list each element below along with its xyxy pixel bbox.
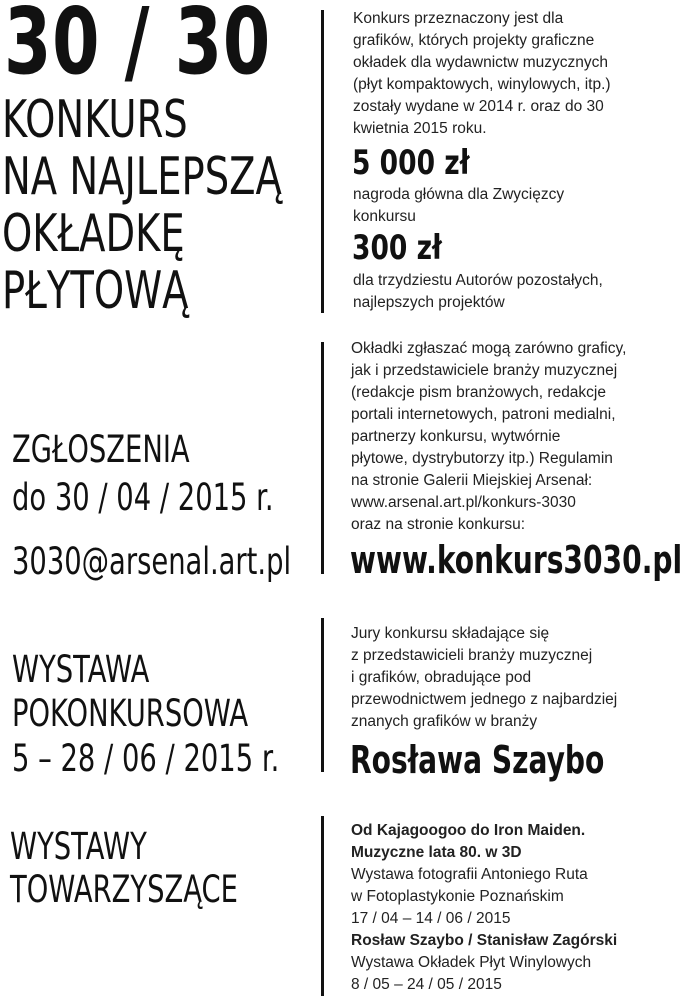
divider-1 (321, 10, 324, 313)
prize-main-amount: 5 000 zł (352, 143, 470, 183)
exhibition-text (351, 623, 685, 733)
event1-title-line: Muzyczne lata 80. w 3D (351, 844, 522, 861)
event1-dates: 17 / 04 – 14 / 06 / 2015 (351, 910, 511, 927)
title-line-4: PŁYTOWĄ (2, 261, 189, 321)
page-title-number: 30 / 30 (4, 0, 271, 95)
jury-chair-name: Rosława Szaybo (350, 738, 605, 782)
submissions-line: Okładki zgłaszać mogą zarówno graficy, (351, 340, 627, 357)
event1-desc-line: w Fotoplastykonie Poznańskim (351, 888, 564, 905)
submissions-line: portali internetowych, patroni medialni, (351, 406, 616, 423)
event1-title-line: Od Kajagoogoo do Iron Maiden. (351, 822, 586, 839)
submissions-line: partnerzy konkursu, wytwórnie (351, 428, 561, 445)
intro-line: okładek dla wydawnictw muzycznych (353, 54, 608, 71)
submissions-line: płytowe, dystrybutorzy itp.) Regulamin (351, 450, 613, 467)
prize-main-desc (353, 184, 683, 228)
accompanying-heading-2: TOWARZYSZĄCE (10, 868, 238, 911)
exhibition-dates: 5 – 28 / 06 / 2015 r. (12, 737, 280, 780)
event1-desc-line: Wystawa fotografii Antoniego Ruta (351, 866, 588, 883)
accompanying-text (351, 820, 685, 996)
prize-other-amount: 300 zł (352, 228, 442, 268)
exhibition-line: i grafików, obradujące pod (351, 669, 532, 686)
divider-4 (321, 816, 324, 996)
intro-text (353, 8, 683, 140)
exhibition-line: z przedstawicieli branży muzycznej (351, 647, 593, 664)
title-line-2: NA NAJLEPSZĄ (2, 147, 282, 207)
intro-line: (płyt kompaktowych, winylowych, itp.) (353, 76, 611, 93)
submissions-line: oraz na stronie konkursu: (351, 516, 526, 533)
intro-line: Konkurs przeznaczony jest dla (353, 10, 564, 27)
divider-2 (321, 342, 324, 574)
prize-other-desc (353, 270, 683, 314)
submissions-deadline: do 30 / 04 / 2015 r. (12, 476, 274, 519)
exhibition-line: znanych grafików w branży (351, 713, 538, 730)
exhibition-heading-2: POKONKURSOWA (12, 692, 249, 735)
submissions-line: (redakcje pism branżowych, redakcje (351, 384, 606, 401)
submissions-email: 3030@arsenal.art.pl (12, 540, 292, 583)
exhibition-line: Jury konkursu składające się (351, 625, 550, 642)
exhibition-heading-1: WYSTAWA (12, 648, 150, 691)
event2-dates: 8 / 05 – 24 / 05 / 2015 (351, 976, 502, 993)
intro-line: grafików, których projekty graficzne (353, 32, 595, 49)
title-line-3: OKŁADKĘ (2, 204, 185, 264)
event2-desc-line: Wystawa Okładek Płyt Winylowych (351, 954, 592, 971)
divider-3 (321, 618, 324, 772)
submissions-line: www.arsenal.art.pl/konkurs-3030 (351, 494, 576, 511)
intro-line: kwietnia 2015 roku. (353, 120, 487, 137)
event2-title: Rosław Szaybo / Stanisław Zagórski (351, 932, 618, 949)
title-line-1: KONKURS (2, 90, 188, 150)
submissions-line: na stronie Galerii Miejskiej Arsenał: (351, 472, 593, 489)
submissions-heading: ZGŁOSZENIA (12, 428, 190, 471)
exhibition-line: przewodnictwem jednego z najbardziej (351, 691, 618, 708)
prize-main-desc-line: nagroda główna dla Zwycięzcy (353, 186, 565, 203)
prize-other-desc-line: najlepszych projektów (353, 294, 505, 311)
prize-other-desc-line: dla trzydziestu Autorów pozostałych, (353, 272, 603, 289)
prize-main-desc-line: konkursu (353, 208, 416, 225)
contest-website: www.konkurs3030.pl (350, 538, 683, 582)
submissions-line: jak i przedstawiciele branży muzycznej (351, 362, 618, 379)
intro-line: zostały wydane w 2014 r. oraz do 30 (353, 98, 604, 115)
submissions-text (351, 338, 685, 536)
accompanying-heading-1: WYSTAWY (10, 825, 147, 868)
